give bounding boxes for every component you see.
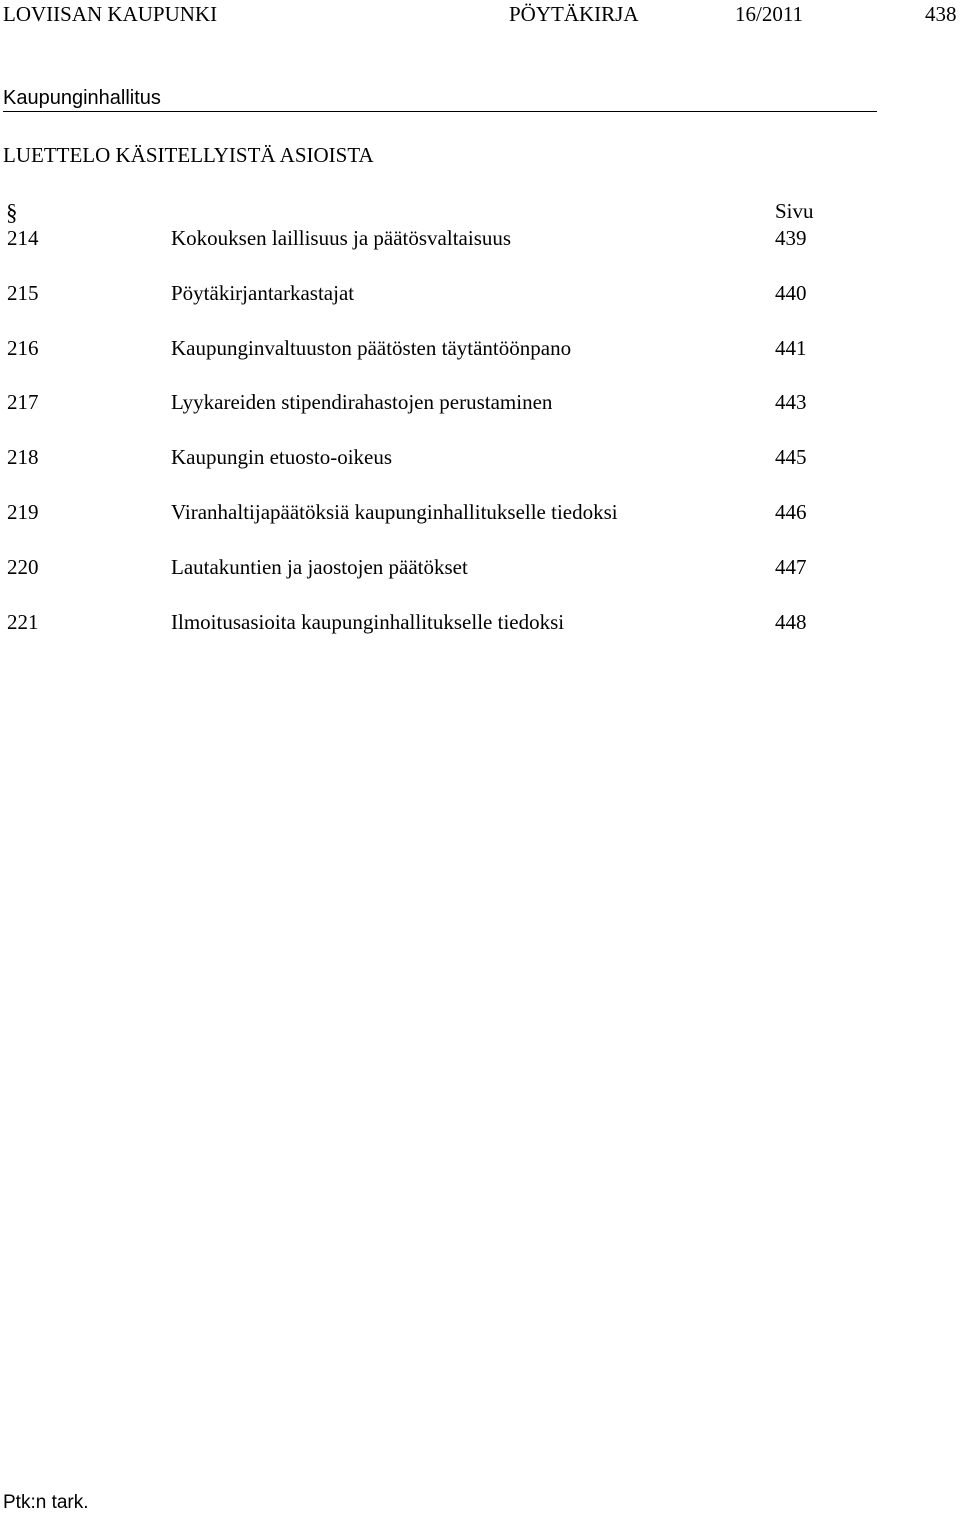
header-divider [3,111,877,112]
item-number: 219 [7,499,39,524]
item-number: 218 [7,445,39,470]
list-item [0,392,960,447]
minutes-checker-label: Ptk:n tark. [3,1492,89,1513]
item-title: Pöytäkirjantarkastajat [171,280,355,305]
item-title: Viranhaltijapäätöksiä kaupunginhallitukselle tiedoksi [171,499,618,524]
list-item [0,335,960,393]
list-item [0,228,960,283]
item-title: Lyykareiden stipendirahastojen perustaminen [171,390,553,415]
item-page: 443 [775,390,807,415]
item-page: 441 [775,335,807,360]
item-page: 446 [775,499,807,524]
table-of-contents [0,228,960,666]
item-page: 440 [775,280,807,305]
item-number: 221 [7,609,39,634]
municipality-name: LOVIISAN KAUPUNKI [3,2,218,26]
list-item [0,447,960,502]
document-type: PÖYTÄKIRJA [509,2,639,26]
item-number: 214 [7,226,39,250]
item-title: Ilmoitusasioita kaupunginhallitukselle tiedoksi [171,609,565,634]
item-number: 217 [7,390,39,415]
item-title: Kokouksen laillisuus ja päätösvaltaisuus [171,226,512,250]
item-page: 445 [775,445,807,470]
item-number: 215 [7,280,39,305]
protocol-issue: 16/2011 [735,2,804,26]
body-name: Kaupunginhallitus [3,87,161,109]
list-item [0,499,960,557]
item-number: 216 [7,335,39,360]
item-page: 439 [775,226,807,250]
item-title: Kaupungin etuosto-oikeus [171,445,393,470]
list-item [0,554,960,612]
list-title: LUETTELO KÄSITELLYISTÄ ASIOISTA [3,143,374,167]
item-number: 220 [7,554,39,579]
page-column-header: Sivu [775,199,814,223]
item-page: 448 [775,609,807,634]
page-number: 438 [925,2,957,26]
list-item [0,609,960,667]
item-page: 447 [775,554,807,579]
item-title: Kaupunginvaltuuston päätösten täytäntöönpano [171,335,572,360]
item-title: Lautakuntien ja jaostojen päätökset [171,554,468,579]
section-symbol-header: § [6,200,18,225]
list-item [0,280,960,338]
